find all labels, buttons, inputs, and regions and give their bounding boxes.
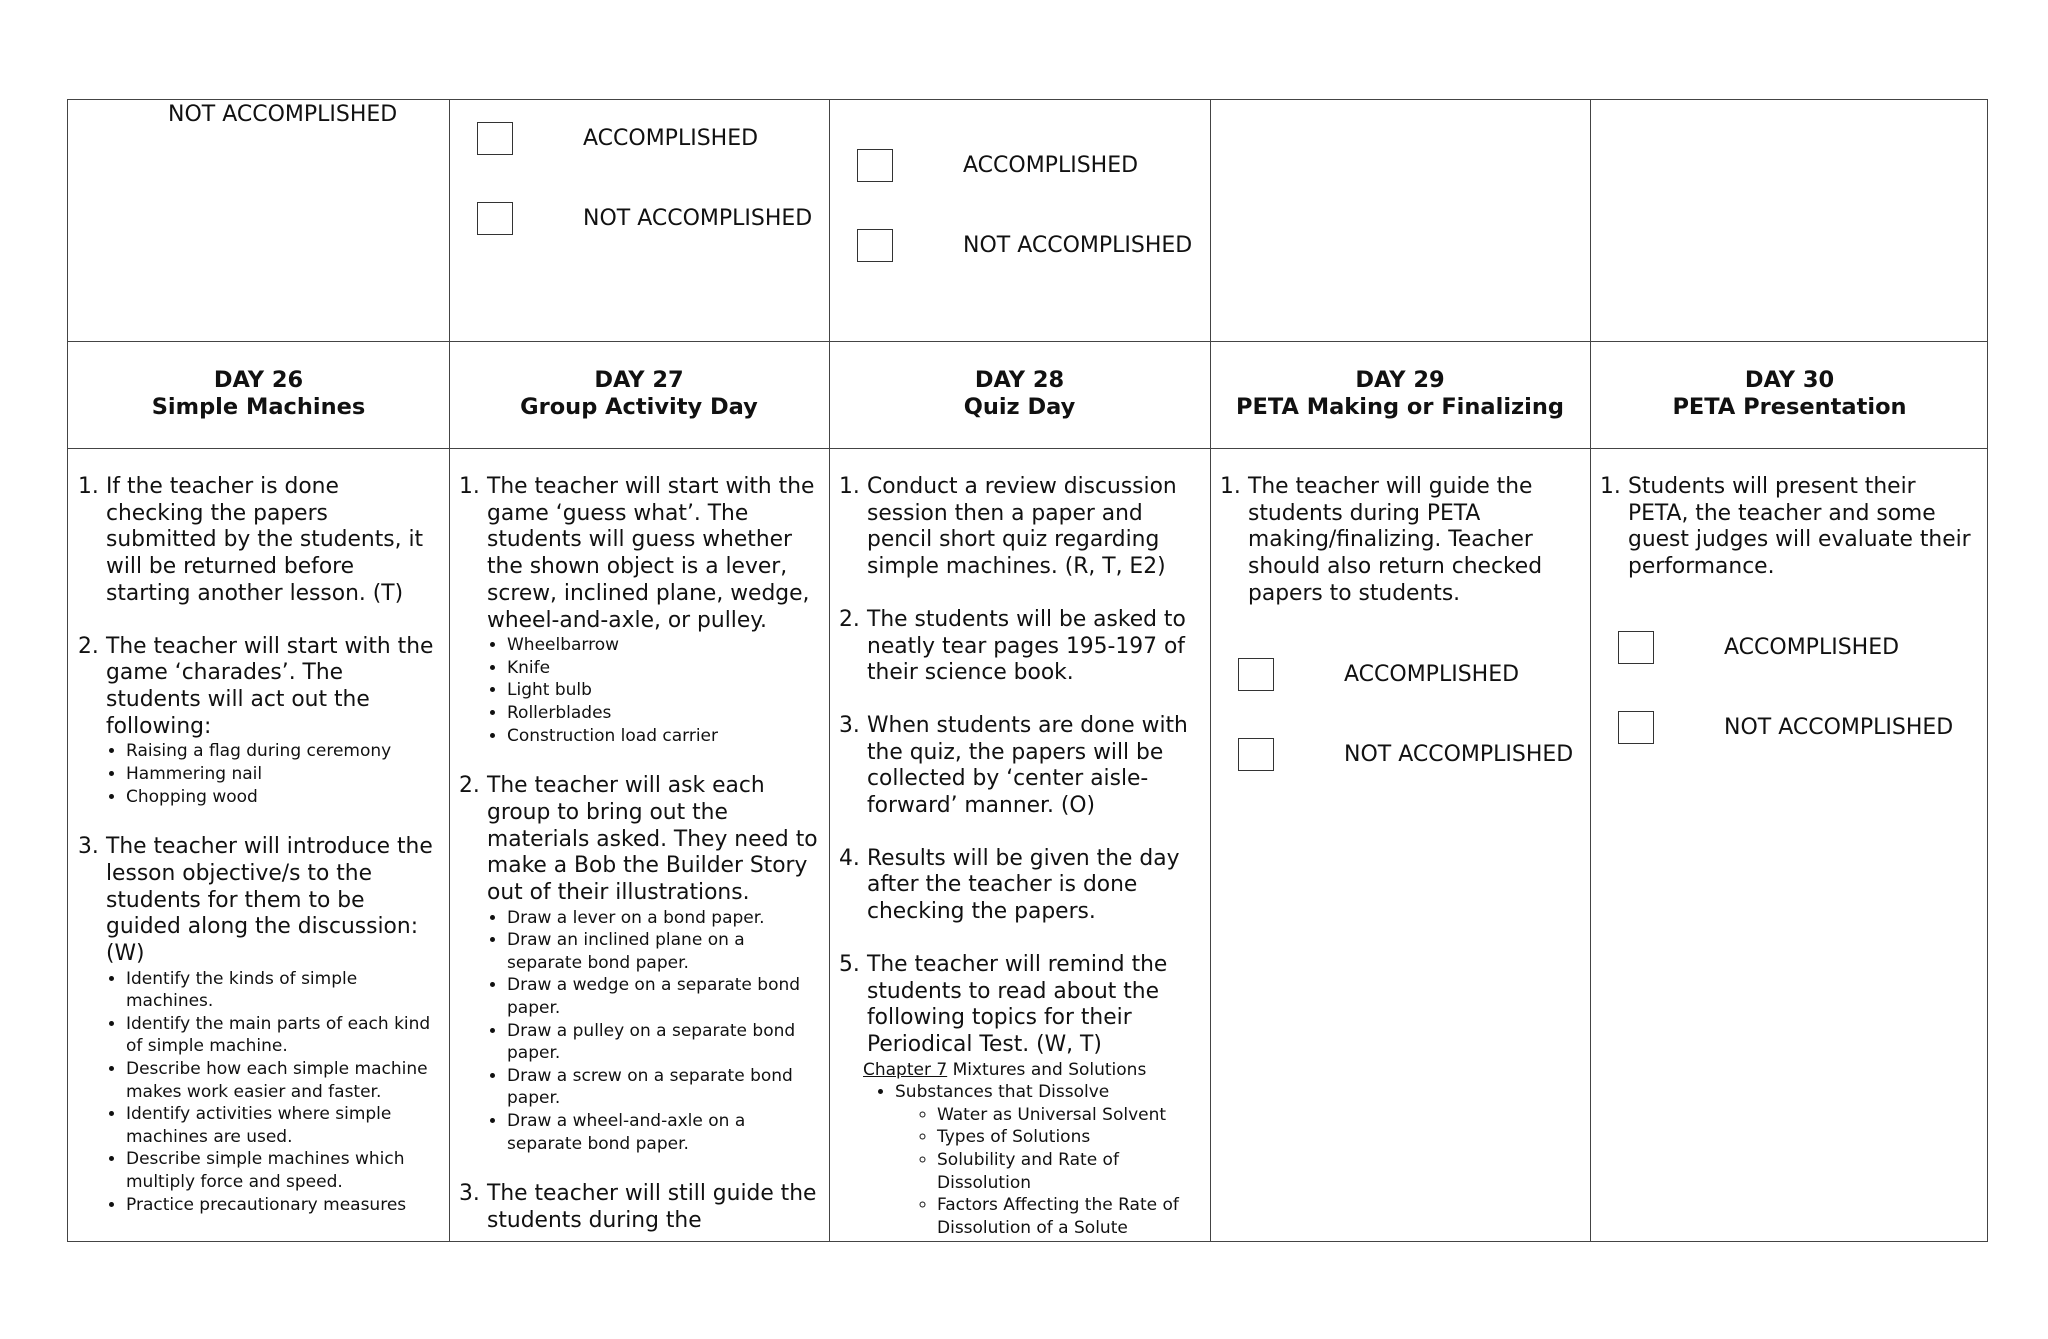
list-item: • Practice precautionary measures	[126, 1194, 443, 1217]
checkbox-row[interactable]	[477, 122, 758, 155]
accomplished-checkbox[interactable]	[857, 149, 893, 182]
procedure-step: 3. When students are done with the quiz, the papers will be collected by ‘center aisle-forward’ manner. (O)	[839, 712, 1188, 819]
list-item: • Describe simple machines which multiply force and speed.	[126, 1148, 443, 1193]
not-accomplished-checkbox[interactable]	[857, 229, 893, 262]
procedure-step: 2. The teacher will ask each group to bring out the materials asked. They need to make a Bob the Builder Story out of their illustrations. • Draw a lever on a bond paper. • Draw an inclined plane on a separate bond paper. • Draw a wedge on a separate bond paper. • Draw a pulley on a separate bond paper. • Draw a screw on a separate bond paper. • Draw a wheel-and-axle on a separate bond paper.	[459, 773, 824, 1155]
accomplished-checkbox[interactable]	[1618, 631, 1654, 664]
day-title: Simple Machines	[151, 394, 366, 420]
list-item: • Hammering nail	[126, 763, 443, 786]
checkbox-row[interactable]	[1618, 711, 1953, 744]
checkbox-label: ACCOMPLISHED	[583, 126, 759, 151]
top-cell-day22	[449, 100, 829, 341]
day30-content	[1590, 448, 1989, 1241]
checkbox-label: ACCOMPLISHED	[1724, 635, 1900, 660]
procedure-step: 2. The students will be asked to neatly tear pages 195-197 of their science book.	[839, 606, 1186, 686]
checkbox-row[interactable]	[1618, 631, 1899, 664]
list-item: • Construction load carrier	[507, 725, 824, 748]
procedure-step: 1. The teacher will guide the students during PETA making/finalizing. Teacher should also return checked papers to students.	[1220, 474, 1543, 606]
day-number: DAY 27	[594, 367, 684, 393]
list-item: • Rollerblades	[507, 702, 824, 725]
day27-content	[449, 448, 829, 1241]
checkbox-label: NOT ACCOMPLISHED	[963, 233, 1193, 258]
procedure-step: 3. The teacher will introduce the lesson objective/s to the students for them to be guided along the discussion: (W) • Identify the kinds of simple machines. • Identify the main parts of each kind of simple machine. • Describe how each simple machine makes work easier and faster. • Identify activities where simple machines are used. • Describe simple machines which multiply force and speed. • Practice precautionary measures	[78, 834, 443, 1216]
day-title: Group Activity Day	[520, 394, 758, 420]
list-item: • Identify the main parts of each kind of simple machine.	[126, 1013, 443, 1058]
not-accomplished-checkbox[interactable]	[1618, 711, 1654, 744]
subtopic-item: ◦ Solubility and Rate of Dissolution	[937, 1149, 1205, 1194]
day-title: PETA Making or Finalizing	[1236, 394, 1564, 420]
day-title: Quiz Day	[963, 394, 1076, 420]
day-number: DAY 28	[974, 367, 1065, 393]
day-number: DAY 29	[1355, 367, 1445, 393]
checkbox-row[interactable]	[857, 229, 1192, 262]
top-cell-day23	[829, 100, 1210, 341]
day-header	[829, 367, 1210, 421]
checkbox-label: NOT ACCOMPLISHED	[583, 206, 813, 231]
procedure-step: 1. The teacher will start with the game ‘guess what’. The students will guess whether the shown object is a lever, screw, inclined plane, wedge, wheel-and-axle, or pulley. • Wheelbarrow • Knife • Light bulb • Rollerblades • Construction load carrier	[459, 474, 824, 747]
list-item: • Knife	[507, 657, 824, 680]
list-item: • Light bulb	[507, 679, 824, 702]
checkbox-label: ACCOMPLISHED	[1344, 662, 1520, 687]
list-item: • Draw a screw on a separate bond paper.	[507, 1065, 824, 1110]
checkbox-label: NOT ACCOMPLISHED	[1724, 715, 1954, 740]
list-item: • Draw a lever on a bond paper.	[507, 907, 824, 930]
not-accomplished-checkbox[interactable]	[1238, 738, 1274, 771]
subtopic-item: ◦ Types of Solutions	[937, 1126, 1205, 1149]
list-item: • Identify the kinds of simple machines.	[126, 968, 443, 1013]
chapter-title: Mixtures and Solutions	[947, 1059, 1147, 1080]
day-header	[1210, 367, 1590, 421]
procedure-step: 5. The teacher will remind the students to read about the following topics for their Periodical Test. (W, T) Chapter 7 Mixtures and Solutions • Substances that Dissolve ◦ Water as Universal Solvent ◦ Types of Solutions ◦ Solubility and Rate of Dissolution ◦ Factors Affecting the Rate of Dissolution of a Solute	[839, 952, 1205, 1240]
day-title: PETA Presentation	[1672, 394, 1907, 420]
checkbox-label: ACCOMPLISHED	[963, 153, 1139, 178]
checkbox-row[interactable]	[857, 149, 1138, 182]
procedure-step: 2. The teacher will start with the game ‘charades’. The students will act out the following: • Raising a flag during ceremony • Hammering nail • Chopping wood	[78, 634, 443, 809]
checkbox-row[interactable]	[1238, 738, 1573, 771]
list-item: • Wheelbarrow	[507, 634, 824, 657]
row-divider	[68, 341, 1987, 342]
not-accomplished-text: NOT ACCOMPLISHED	[168, 102, 398, 127]
list-item: • Draw an inclined plane on a separate bond paper.	[507, 929, 824, 974]
procedure-step: 1. Conduct a review discussion session then a paper and pencil short quiz regarding simple machines. (R, T, E2)	[839, 474, 1177, 580]
day-header	[1590, 367, 1989, 421]
procedure-step: 1. Students will present their PETA, the teacher and some guest judges will evaluate their performance.	[1600, 474, 1971, 580]
day-number: DAY 26	[213, 367, 304, 393]
day-header	[68, 367, 449, 421]
top-cell-day21	[68, 100, 449, 341]
day29-content	[1210, 448, 1590, 1241]
list-item: • Draw a pulley on a separate bond paper.	[507, 1020, 824, 1065]
checkbox-row[interactable]	[477, 202, 812, 235]
list-item: • Draw a wheel-and-axle on a separate bond paper.	[507, 1110, 824, 1155]
day26-content	[68, 448, 449, 1241]
not-accomplished-checkbox[interactable]	[477, 202, 513, 235]
checkbox-label: NOT ACCOMPLISHED	[1344, 742, 1574, 767]
procedure-step: 1. If the teacher is done checking the papers submitted by the students, it will be returned before starting another lesson. (T)	[78, 474, 424, 606]
procedure-step: 3. The teacher will still guide the students during the	[459, 1181, 817, 1233]
list-item: • Raising a flag during ceremony	[126, 740, 443, 763]
day-header	[449, 367, 829, 421]
accomplished-checkbox[interactable]	[1238, 658, 1274, 691]
list-item: • Describe how each simple machine makes work easier and faster.	[126, 1058, 443, 1103]
checkbox-row[interactable]	[1238, 658, 1519, 691]
chapter-line	[839, 1059, 1205, 1082]
lesson-plan-table	[67, 99, 1988, 1242]
day-number: DAY 30	[1744, 367, 1835, 393]
list-item: • Chopping wood	[126, 786, 443, 809]
list-item: • Identify activities where simple machines are used.	[126, 1103, 443, 1148]
accomplished-checkbox[interactable]	[477, 122, 513, 155]
subtopic-item: ◦ Factors Affecting the Rate of Dissolution of a Solute	[937, 1194, 1205, 1239]
subtopic-item: ◦ Water as Universal Solvent	[937, 1104, 1205, 1127]
topic-item: • Substances that Dissolve ◦ Water as Universal Solvent ◦ Types of Solutions ◦ Solubility and Rate of Dissolution ◦ Factors Affecting the Rate of Dissolution of a Solute	[895, 1081, 1205, 1239]
list-item: • Draw a wedge on a separate bond paper.	[507, 974, 824, 1019]
procedure-step: 4. Results will be given the day after the teacher is done checking the papers.	[839, 845, 1180, 925]
day28-content	[829, 448, 1210, 1241]
chapter-label: Chapter 7	[863, 1059, 948, 1080]
